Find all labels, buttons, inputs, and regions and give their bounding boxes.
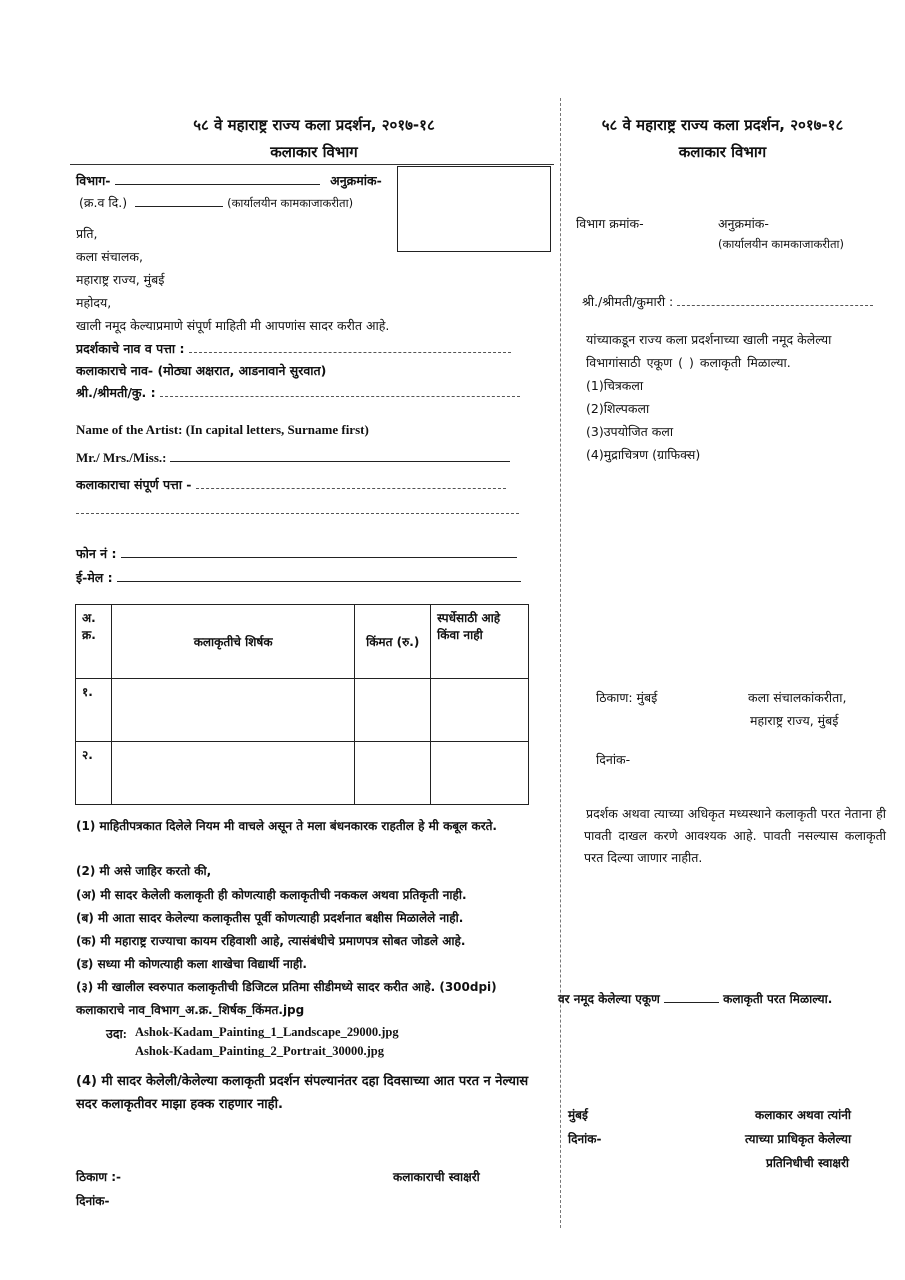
- anukramank-label: अनुक्रमांक-: [330, 173, 382, 188]
- artist-name-en: Name of the Artist: (In capital letters, Surname first): [76, 422, 369, 437]
- office-note: (कार्यालयीन कामकाजाकरीता): [227, 196, 354, 210]
- declaration-b: (ब) मी आता सादर केलेल्या कलाकृतीस पूर्वी कोणत्याही प्रदर्शनात बक्षीस मिळालेले नाही.: [76, 911, 464, 925]
- mr-label: Mr./ Mrs./Miss.:: [76, 450, 167, 465]
- krav-row: [79, 194, 353, 211]
- mahoday: महोदय,: [76, 295, 112, 310]
- krav-label: (क्र.व दि.): [79, 195, 128, 210]
- shri-label: श्री./श्रीमती/कु. :: [76, 385, 156, 400]
- declaration-3: (३) मी खालील स्वरुपात कलाकृतीची डिजिटल प्रतिमा सीडीमध्ये सादर करीत आहे. (300dpi): [76, 980, 497, 994]
- declaration-d: (ड) सध्या मी कोणत्याही कला शाखेचा विद्यार्थी नाही.: [76, 957, 307, 971]
- category-2: (2)शिल्पकला: [586, 401, 650, 416]
- address-continue[interactable]: [76, 502, 519, 514]
- left-subtitle: कलाकार विभाग: [270, 143, 358, 161]
- row-no-2: २.: [76, 742, 112, 805]
- mr-row: [76, 450, 510, 466]
- returned-prefix: वर नमूद केलेल्या एकूण: [558, 992, 660, 1006]
- col-price: किंमत (रु.): [355, 605, 431, 679]
- photo-box: [397, 166, 551, 252]
- left-title-rule: [70, 164, 554, 165]
- right-office-note: (कार्यालयीन कामकाजाकरीता): [718, 237, 844, 251]
- right-shri-label: श्री./श्रीमती/कुमारी :: [582, 294, 674, 309]
- received-line-2: विभागांसाठी एकूण ( ) कलाकृती मिळाल्या.: [586, 355, 791, 370]
- vibhag-label: विभाग-: [76, 173, 111, 188]
- address-label: कलाकाराचा संपूर्ण पत्ता -: [76, 477, 192, 492]
- address-line-2: महाराष्ट्र राज्य, मुंबई: [76, 272, 165, 287]
- phone-field[interactable]: [121, 557, 517, 558]
- col-competition: स्पर्धेसाठी आहे किंवा नाही: [431, 605, 529, 679]
- example-1: Ashok-Kadam_Painting_1_Landscape_29000.jpg: [135, 1025, 399, 1039]
- artist-signature: कलाकाराची स्वाक्षरी: [393, 1170, 480, 1184]
- exhibitor-field[interactable]: [189, 352, 511, 353]
- email-row: [76, 569, 521, 586]
- prati: प्रति,: [76, 226, 98, 241]
- row-title-2[interactable]: [111, 742, 354, 805]
- row-price-1[interactable]: [355, 679, 431, 742]
- declaration-k: (क) मी महाराष्ट्र राज्याचा कायम रहिवाशी आहे, त्यासंबंधीचे प्रमाणपत्र सोबत जोडले आहे.: [76, 934, 466, 948]
- shri-row: [76, 384, 520, 401]
- date-label: दिनांक-: [76, 1194, 110, 1208]
- right-anukramank: अनुक्रमांक-: [718, 216, 769, 231]
- right-mumbai: मुंबई: [568, 1108, 588, 1122]
- row-no-1: १.: [76, 679, 112, 742]
- received-line-1: यांच्याकडून राज्य कला प्रदर्शनाच्या खाली नमूद केलेल्या: [586, 332, 832, 347]
- signature-line-1: कलाकार अथवा त्यांनी: [755, 1108, 851, 1122]
- example-2: Ashok-Kadam_Painting_2_Portrait_30000.jpg: [135, 1044, 384, 1058]
- right-date-label: दिनांक-: [596, 752, 631, 767]
- right-shri-row: [582, 293, 873, 310]
- place-label: ठिकाण :-: [76, 1170, 122, 1184]
- category-4: (4)मुद्राचित्रण (ग्राफिक्स): [586, 447, 701, 462]
- artist-name-mr: कलाकाराचे नाव- (मोठ्या अक्षरात, आडनावाने सुरवात): [76, 363, 327, 378]
- return-note: प्रदर्शक अथवा त्याच्या अधिकृत मध्यस्थाने कलाकृती परत नेताना ही पावती दाखल करणे आवश्यक आहे. पावती नसल्यास कलाकृती परत दिल्या जाणार नाहीत.: [584, 806, 886, 865]
- category-1: (1)चित्रकला: [586, 378, 644, 393]
- signature-line-2: त्याच्या प्राधिकृत केलेल्या: [745, 1132, 852, 1146]
- returned-row: [558, 990, 832, 1007]
- address-row: [76, 476, 506, 493]
- declaration-a: (अ) मी सादर केलेली कलाकृती ही कोणत्याही कलाकृतीची नककल अथवा प्रतिकृती नाही.: [76, 888, 467, 902]
- exhibitor-label: प्रदर्शकाचे नाव व पत्ता :: [76, 341, 185, 356]
- phone-label: फोन नं :: [76, 546, 117, 561]
- mr-field[interactable]: [170, 461, 510, 462]
- left-title: ५८ वे महाराष्ट्र राज्य कला प्रदर्शन, २०१७-१८: [193, 116, 435, 134]
- col-title: कलाकृतीचे शिर्षक: [111, 605, 354, 679]
- cut-line: [560, 98, 561, 1228]
- category-3: (3)उपयोजित कला: [586, 424, 674, 439]
- krav-field[interactable]: [135, 206, 223, 207]
- vibhag-row: [76, 172, 382, 189]
- returned-count-field[interactable]: [664, 1002, 719, 1003]
- shri-field[interactable]: [160, 396, 520, 397]
- exhibitor-row: [76, 340, 511, 357]
- signature-line-3: प्रतिनिधीची स्वाक्षरी: [766, 1156, 850, 1170]
- email-field[interactable]: [117, 581, 521, 582]
- for-director: कला संचालकांकरीता,: [748, 690, 847, 705]
- artwork-table: [75, 604, 529, 805]
- row-competition-1[interactable]: [431, 679, 529, 742]
- col-no: अ. क्र.: [76, 605, 112, 679]
- intro-text: खाली नमूद केल्याप्रमाणे संपूर्ण माहिती मी आपणांस सादर करीत आहे.: [76, 318, 390, 333]
- right-date2-label: दिनांक-: [568, 1132, 602, 1146]
- declaration-4: (4) मी सादर केलेली/केलेल्या कलाकृती प्रदर्शन संपल्यानंतर दहा दिवसाच्या आत परत न नेल्यास सदर कलाकृतीवर माझा हक्क राहणार नाही.: [76, 1074, 529, 1112]
- right-shri-field[interactable]: [677, 305, 873, 306]
- vibhag-field[interactable]: [115, 184, 320, 185]
- email-label: ई-मेल :: [76, 570, 113, 585]
- address-field[interactable]: [196, 488, 506, 489]
- example-label: उदा:: [106, 1027, 127, 1041]
- declaration-2: (2) मी असे जाहिर करतो की,: [76, 864, 212, 878]
- right-subtitle: कलाकार विभाग: [678, 143, 767, 161]
- returned-suffix: कलाकृती परत मिळाल्या.: [723, 992, 833, 1006]
- right-place: ठिकाण: मुंबई: [596, 690, 658, 705]
- vibhag-kramank: विभाग क्रमांक-: [576, 216, 644, 231]
- right-title: ५८ वे महाराष्ट्र राज्य कला प्रदर्शन, २०१७-१८: [601, 116, 844, 134]
- right-state: महाराष्ट्र राज्य, मुंबई: [750, 713, 839, 728]
- declaration-1: (1) माहितीपत्रकात दिलेले नियम मी वाचले असून ते मला बंधनकारक राहतील हे मी कबूल करते.: [76, 819, 497, 833]
- phone-row: [76, 545, 517, 562]
- row-price-2[interactable]: [355, 742, 431, 805]
- row-competition-2[interactable]: [431, 742, 529, 805]
- row-title-1[interactable]: [111, 679, 354, 742]
- address-line-1: कला संचालक,: [76, 249, 143, 264]
- filename-format: कलाकाराचे नाव_विभाग_अ.क्र._शिर्षक_किंमत.jpg: [76, 1003, 305, 1017]
